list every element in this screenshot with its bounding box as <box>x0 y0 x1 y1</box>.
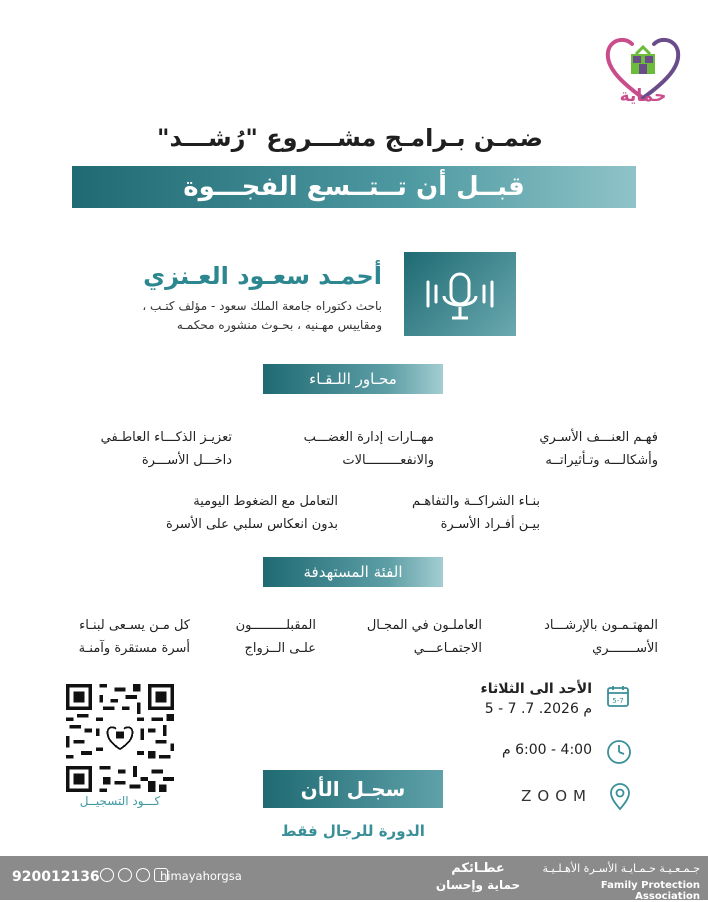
target-item-line: المقبلـــــــــون <box>235 618 316 633</box>
target-item <box>500 614 658 660</box>
axis-item-line: فهـم العنـــف الأسـري <box>539 430 658 445</box>
axes-heading: محـاور اللـقـاء <box>263 364 443 394</box>
x-icon[interactable] <box>136 868 150 882</box>
platform-label: ZOOM <box>521 787 592 805</box>
microphone-icon <box>404 252 516 336</box>
days-label: الأحد الى الثلاثاء <box>480 681 592 697</box>
axis-item-line: مهــارات إدارة الغضـــب <box>303 430 434 445</box>
phone-icon[interactable] <box>100 868 114 882</box>
qr-label: كـــود التسجيــل <box>79 794 161 808</box>
target-item-line: الاجتمـاعـــي <box>413 641 482 656</box>
axis-item <box>230 426 434 472</box>
clock-icon <box>606 739 632 765</box>
target-item-line: كل مـن يسـعى لبنـاء <box>79 618 190 633</box>
registration-qr-code[interactable] <box>66 684 174 792</box>
axis-item <box>140 490 338 536</box>
speaker-bio-line: باحث دكتوراه جامعة الملك سعود - مؤلف كتـب ، <box>142 299 382 313</box>
axis-item-line: بدون انعكاس سلبي على الأسرة <box>165 517 338 532</box>
target-item-line: الأســـــــري <box>592 641 658 656</box>
target-item-line: العاملـون في المجـال <box>366 618 482 633</box>
calendar-icon <box>606 684 630 708</box>
target-item <box>40 614 190 660</box>
social-handle[interactable]: himayahorgsa <box>160 869 242 883</box>
social-icons <box>100 868 168 882</box>
title-band <box>72 166 636 208</box>
axis-item-line: وأشكالـــه وتـأثيراتــه <box>545 453 658 468</box>
speaker-icon-box <box>404 252 516 336</box>
org-name-arabic: جـمـعـيـة حـمـايـة الأسـرة الأهـلـيـة <box>542 862 700 875</box>
axis-item <box>352 490 540 536</box>
whatsapp-icon[interactable] <box>118 868 132 882</box>
calendar-icon-text: 5-7 <box>612 697 624 705</box>
axis-item-line: داخـــل الأســـرة <box>141 453 232 468</box>
axis-item-line: بنـاء الشراكــة والتفاهـم <box>411 494 540 509</box>
target-item-line: المهتـمـون بالإرشـــاد <box>544 618 658 633</box>
page-title: قبــل أن تــتــسع الفجـــوة <box>183 172 525 202</box>
speaker-bio-line: ومقاييس مهـنيه ، بحـوث منشوره محكمـه <box>176 318 382 332</box>
target-heading: الفئة المستهدفة <box>263 557 443 587</box>
org-name-english: Family Protection Association <box>600 880 700 902</box>
register-button[interactable]: سجـل الأن <box>263 770 443 808</box>
axis-item <box>40 426 232 472</box>
phone-number[interactable]: 920012136 <box>12 869 100 885</box>
location-pin-icon <box>608 783 632 811</box>
target-item-line: أسرة مستقرة وآمنـة <box>78 641 190 656</box>
axis-item-line: تعزيـز الذكـــاء العاطـفي <box>100 430 232 445</box>
dates-label: 5 - 7 .7 .2026 م <box>484 701 592 717</box>
slogan-line: حماية وإحسان <box>435 878 521 892</box>
axis-item-line: بيـن أفـراد الأسـرة <box>440 517 540 532</box>
slogan-line: عطـائكم <box>451 861 505 876</box>
axis-item <box>448 426 658 472</box>
speaker-name: أحمـد سعـود العـنزي <box>143 262 382 290</box>
men-only-note: الدورة للرجال فقط <box>281 822 425 840</box>
pre-title: ضمـن بـرامـج مشـــروع "رُشـــد" <box>157 124 543 152</box>
time-label: 4:00 - 6:00 م <box>502 742 592 758</box>
target-item <box>330 614 482 660</box>
target-item-line: علـى الــزواج <box>244 641 316 656</box>
axis-item-line: التعامل مع الضغوط اليومية <box>193 494 338 509</box>
logo-text: حماية <box>619 86 667 106</box>
target-item <box>196 614 316 660</box>
axis-item-line: والانفعـــــــــالات <box>342 453 434 468</box>
